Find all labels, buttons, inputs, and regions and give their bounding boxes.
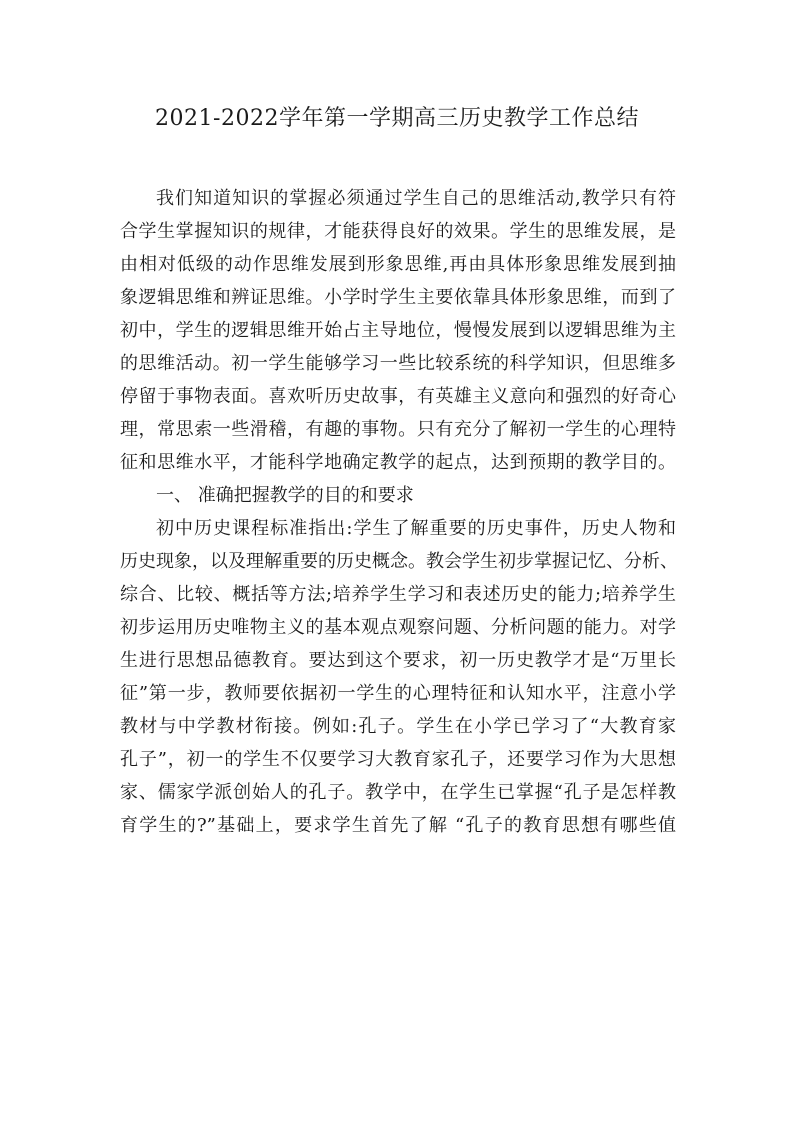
section-heading: 一、 准确把握教学的目的和要求 (156, 485, 414, 506)
paragraph-line: 征和思维水平，才能科学地确定教学的起点，达到预期的教学目的。 (120, 452, 676, 473)
paragraph-line: 初步运用历史唯物主义的基本观点观察问题、分析问题的能力。对学 (120, 617, 676, 638)
document-title: 2021-2022学年第一学期高三历史教学工作总结 (155, 106, 639, 131)
paragraph-line: 家、儒家学派创始人的孔子。教学中，在学生已掌握“孔子是怎样教 (120, 782, 676, 803)
paragraph-line: 征”第一步，教师要依据初一学生的心理特征和认知水平，注意小学 (120, 683, 676, 704)
paragraph-line: 初中历史课程标准指出:学生了解重要的历史事件，历史人物和 (156, 518, 676, 539)
paragraph-line: 合学生掌握知识的规律，才能获得良好的效果。学生的思维发展，是 (120, 221, 676, 242)
paragraph-line: 历史现象，以及理解重要的历史概念。教会学生初步掌握记忆、分析、 (120, 551, 678, 572)
paragraph-line: 生进行思想品德教育。要达到这个要求，初一历史教学才是“万里长 (120, 650, 676, 671)
paragraph-line: 教材与中学教材衔接。例如:孔子。学生在小学已学习了“大教育家 (120, 716, 676, 737)
paragraph-line: 象逻辑思维和辨证思维。小学时学生主要依靠具体形象思维，而到了 (120, 287, 676, 308)
paragraph-line: 理，常思索一些滑稽，有趣的事物。只有充分了解初一学生的心理特 (120, 419, 676, 440)
paragraph-line: 的思维活动。初一学生能够学习一些比较系统的科学知识，但思维多 (120, 353, 676, 374)
paragraph-line: 孔子”，初一的学生不仅要学习大教育家孔子，还要学习作为大思想 (120, 749, 676, 770)
paragraph-line: 停留于事物表面。喜欢听历史故事，有英雄主义意向和强烈的好奇心 (120, 386, 676, 407)
paragraph-line: 初中，学生的逻辑思维开始占主导地位，慢慢发展到以逻辑思维为主 (120, 320, 676, 341)
paragraph-line: 由相对低级的动作思维发展到形象思维,再由具体形象思维发展到抽 (120, 254, 676, 275)
paragraph-line: 育学生的?”基础上，要求学生首先了解 “孔子的教育思想有哪些值 (120, 815, 676, 836)
paragraph-line: 综合、比较、概括等方法;培养学生学习和表述历史的能力;培养学生 (120, 584, 676, 605)
paragraph-line: 我们知道知识的掌握必须通过学生自己的思维活动,教学只有符 (156, 188, 676, 209)
